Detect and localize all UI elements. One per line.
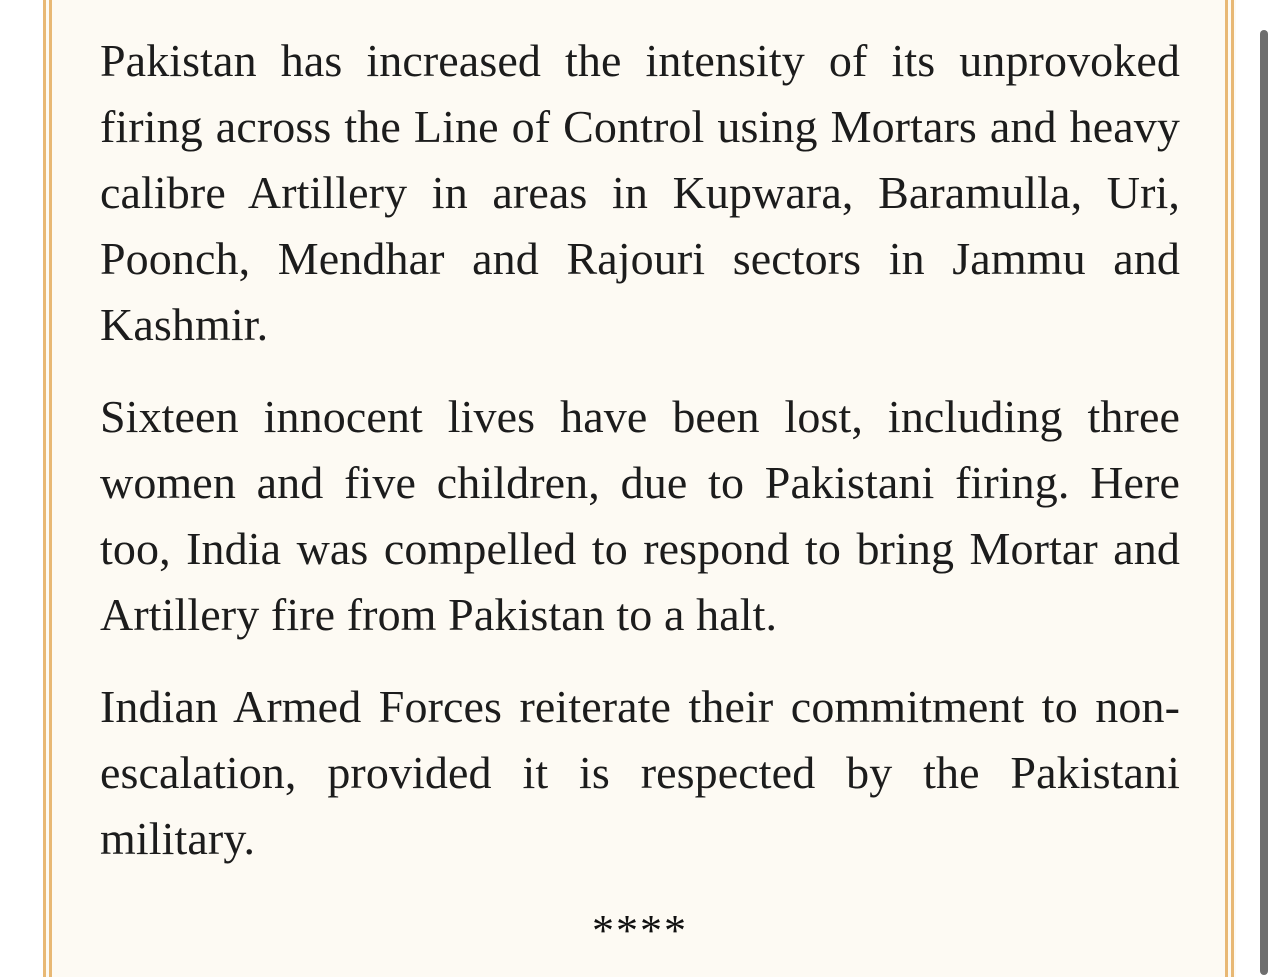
right-border-outer: [1231, 0, 1234, 977]
document-body: [100, 28, 1180, 898]
paragraph-firing: Pakistan has increased the intensity of its unprovoked firing across the Line of Control using Mortars and heavy calibre Artillery in areas in Kupwara, Baramulla, Uri, Poonch, Mendhar and Rajouri sectors in Jammu and Kashmir.: [100, 35, 1180, 350]
scrollbar[interactable]: [1260, 30, 1268, 975]
left-border-outer: [43, 0, 46, 977]
left-border-inner: [49, 0, 52, 977]
paragraph-commitment: Indian Armed Forces reiterate their commitment to non-escalation, provided it is respected by the Pakistani military.: [100, 681, 1180, 864]
paragraph-casualties: Sixteen innocent lives have been lost, including three women and five children, due to Pakistani firing. Here too, India was compelled to respond to bring Mortar and Artillery fire from Pakistan to a halt.: [100, 391, 1180, 640]
right-border-inner: [1225, 0, 1228, 977]
end-marker: ****: [592, 906, 688, 955]
